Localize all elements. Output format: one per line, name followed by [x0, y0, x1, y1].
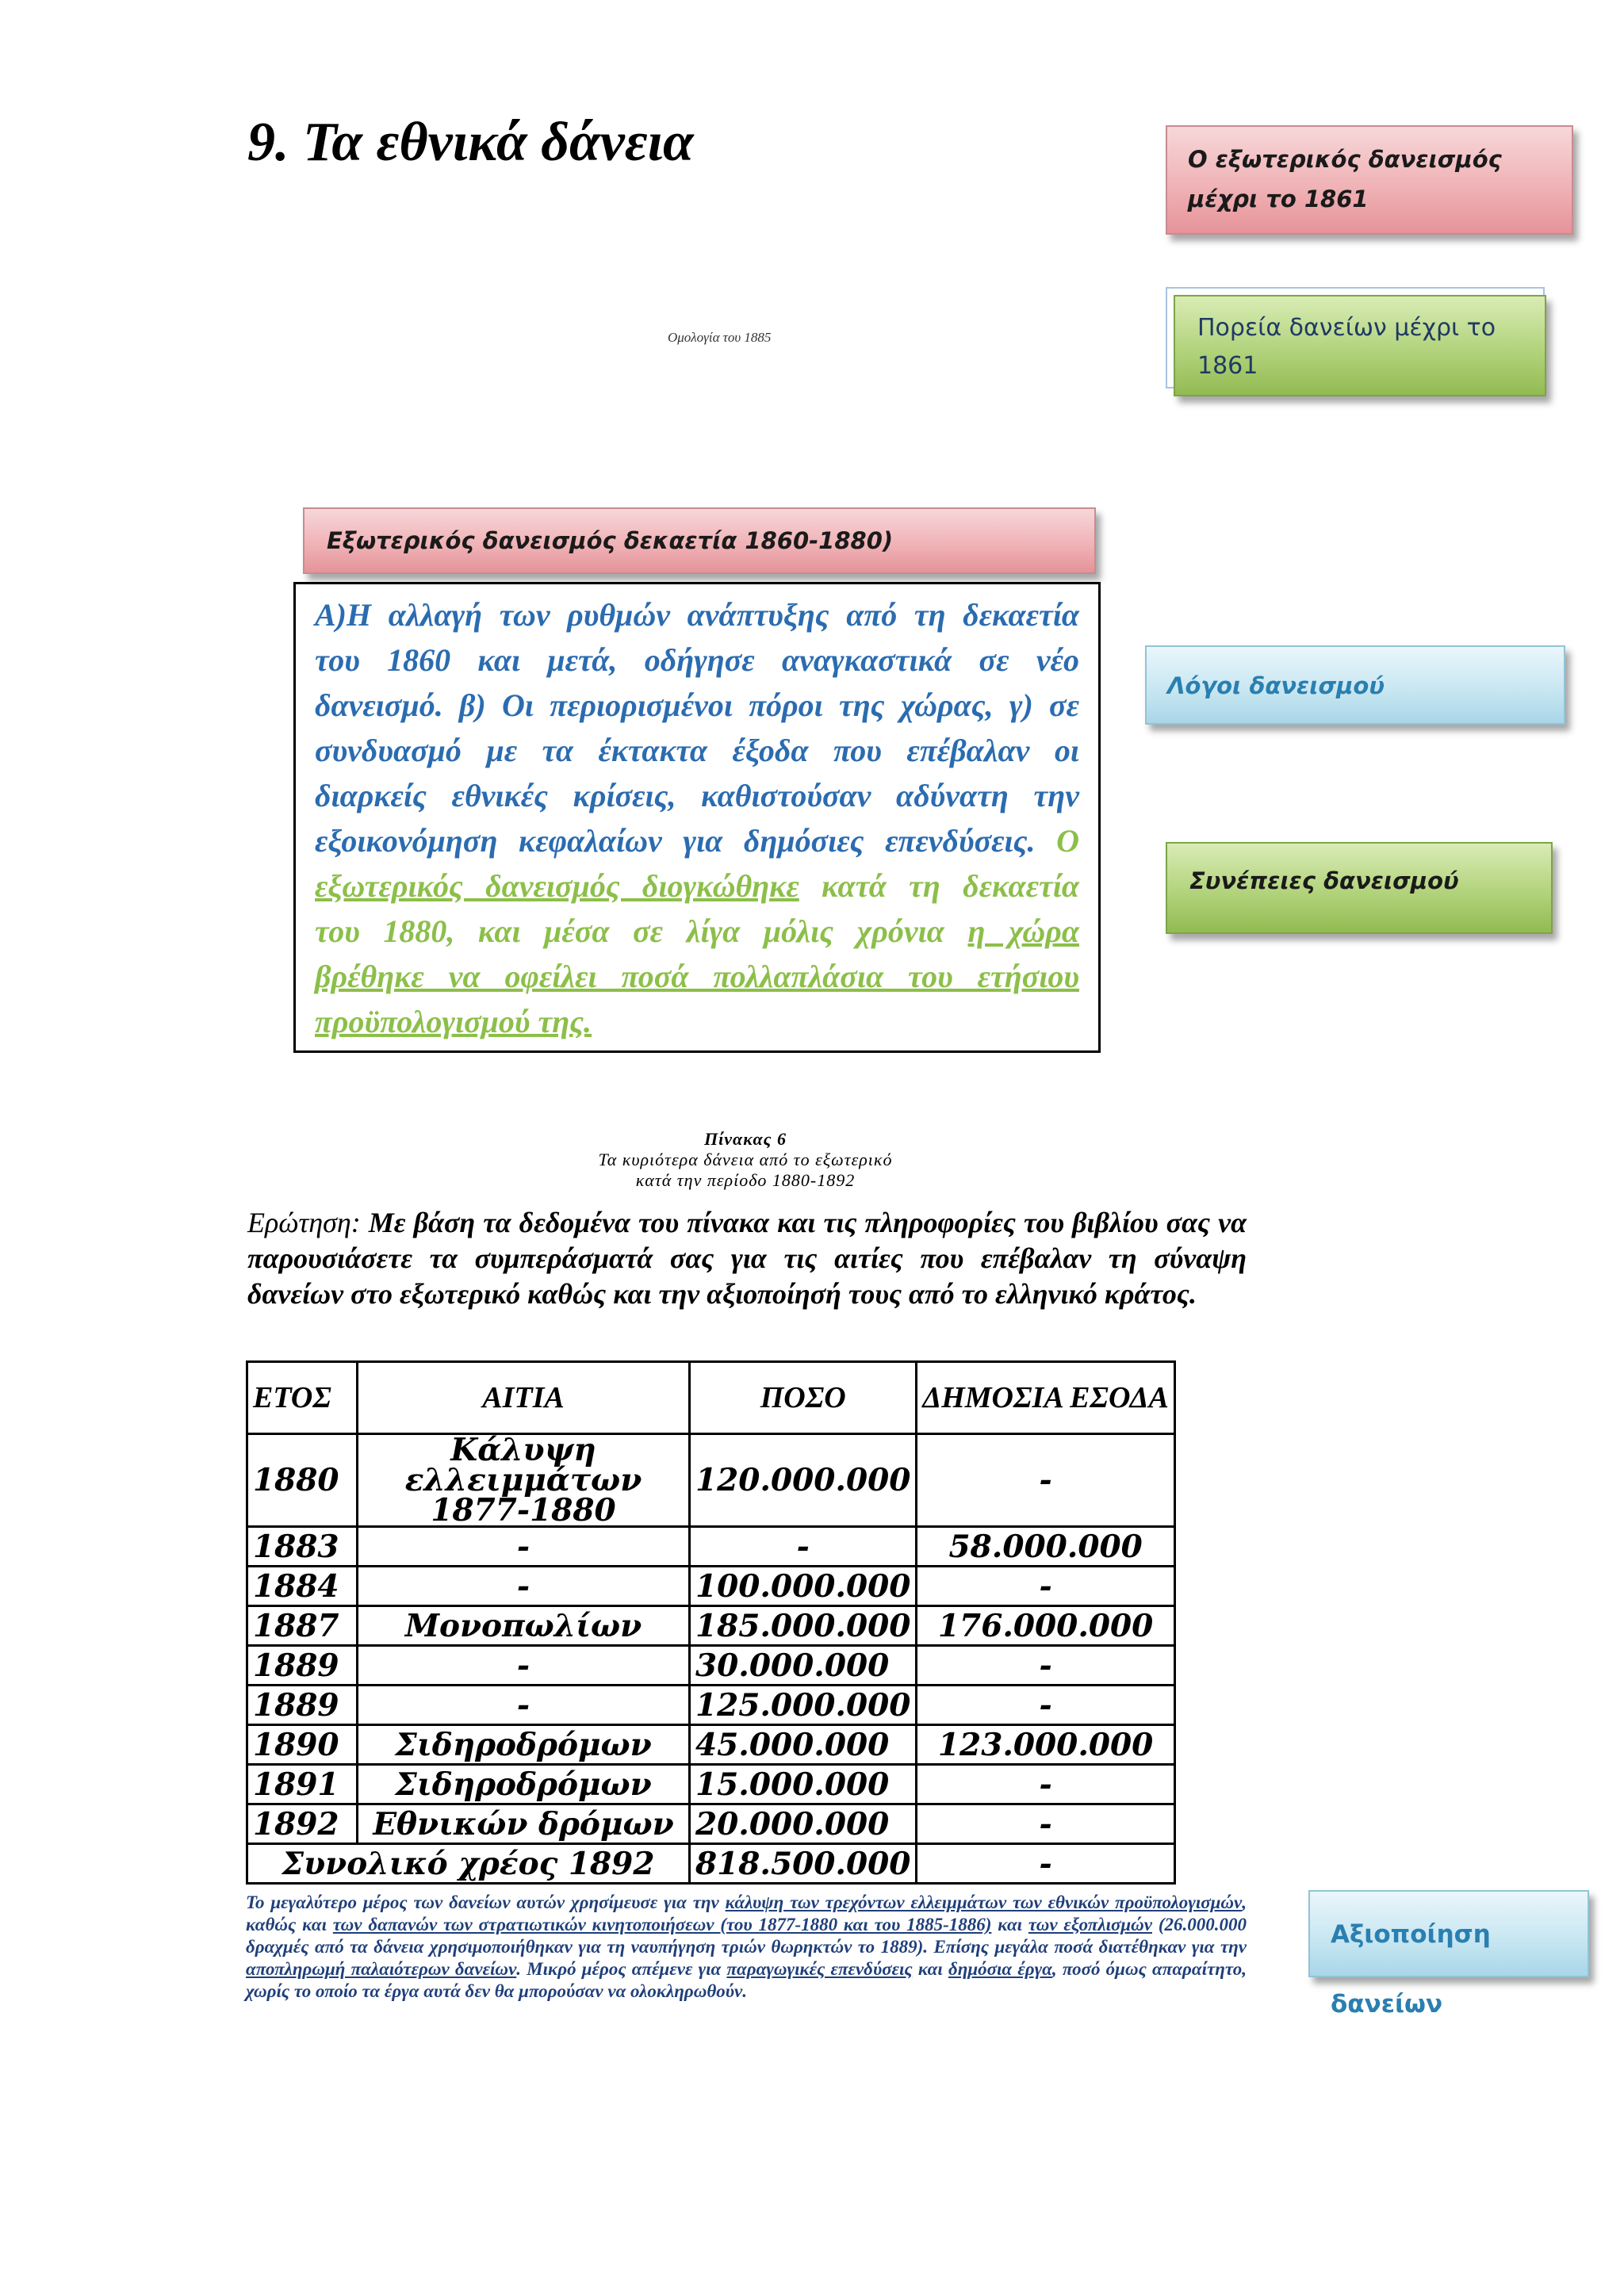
tag-consequences[interactable]: Συνέπειες δανεισμού [1166, 842, 1553, 934]
cell-revenue: - [917, 1765, 1174, 1804]
cell-cause: Μονοπωλίων [358, 1606, 690, 1646]
tag-external-decade[interactable]: Εξωτερικός δανεισμός δεκαετία 1860-1880) [303, 507, 1096, 574]
table-row [247, 1765, 1175, 1804]
main-line: δανεισμό. β) Οι περιορισμένοι πόροι της χώρας, γ) σε [315, 687, 1079, 723]
footer-link: παραγωγικές επενδύσεις [726, 1959, 913, 1979]
cell-revenue: 123.000.000 [917, 1725, 1174, 1765]
loans-table [246, 1360, 1176, 1885]
footer-link: κάλυψη των τρεχόντων ελλειμμάτων των εθνικών προϋπολογισμών [725, 1892, 1243, 1912]
question-text: Με βάση τα δεδομένα του πίνακα και τις πληροφορίες του βιβλίου σας να παρουσιάσετε τα συμπεράσματά σας για τις αιτίες που επέβαλαν τη σύναψη δανείων στο εξωτερικό καθώς και την αξιοποίησή τους από το ελληνικό κράτος. [247, 1207, 1247, 1310]
main-line: προϋπολογισμού της. [315, 1004, 592, 1039]
footer-paragraph [246, 1892, 1247, 2003]
header-revenue: ΔΗΜΟΣΙΑ ΕΣΟΔΑ [917, 1362, 1174, 1434]
footer-link: αποπληρωμή παλαιότερων δανείων [246, 1959, 517, 1979]
cell-revenue: 176.000.000 [917, 1606, 1174, 1646]
table-row [247, 1725, 1175, 1765]
table-caption-title: Πίνακας 6 [704, 1129, 787, 1149]
main-text: Ο [1035, 823, 1079, 859]
table-total-row [247, 1844, 1175, 1884]
main-line: βρέθηκε να οφείλει ποσά πολλαπλάσια του ετήσιου [315, 959, 1079, 994]
footer-link: των δαπανών των στρατιωτικών κινητοποιήσεων (του 1877-1880 και του 1885-1886) [332, 1915, 992, 1934]
cell-cause: - [358, 1567, 690, 1606]
tag-reasons[interactable]: Λόγοι δανεισμού [1145, 645, 1565, 725]
cell-total-label: Συνολικό χρέος 1892 [247, 1844, 690, 1884]
cell-cause: - [358, 1646, 690, 1686]
main-text-box [293, 582, 1101, 1053]
table-row [247, 1434, 1175, 1527]
main-line: Α)Η αλλαγή των ρυθμών ανάπτυξης από τη δεκαετία [315, 597, 1079, 633]
cell-amount: 125.000.000 [690, 1686, 917, 1725]
cell-amount: 100.000.000 [690, 1567, 917, 1606]
table-row [247, 1686, 1175, 1725]
cell-amount: 120.000.000 [690, 1434, 917, 1527]
table-row [247, 1567, 1175, 1606]
header-year: ΕΤΟΣ [247, 1362, 358, 1434]
header-amount: ΠΟΣΟ [690, 1362, 917, 1434]
table-caption [508, 1129, 983, 1191]
cell-total-amount: 818.500.000 [690, 1844, 917, 1884]
main-line: του 1860 και μετά, οδήγησε αναγκαστικά σε νέο [315, 642, 1079, 678]
footer-text: , καθώς και [246, 1892, 1247, 1934]
cell-amount: 20.000.000 [690, 1804, 917, 1844]
tag-external-until-1861[interactable]: Ο εξωτερικός δανεισμός μέχρι το 1861 [1166, 125, 1573, 235]
cell-total-revenue: - [917, 1844, 1174, 1884]
main-text: εξοικονόμηση κεφαλαίων για δημόσιες επενδύσεις. [315, 823, 1036, 859]
cell-amount: 15.000.000 [690, 1765, 917, 1804]
main-line [315, 818, 1079, 863]
main-line [315, 863, 1079, 909]
cell-cause: Σιδηροδρόμων [358, 1765, 690, 1804]
table-caption-line: Τα κυριότερα δάνεια από το εξωτερικό [598, 1150, 893, 1169]
main-text-underlined: εξωτερικός δανεισμός διογκώθηκε [315, 868, 799, 904]
question-label: Ερώτηση: [247, 1207, 369, 1238]
tag-utilization[interactable]: Αξιοποίηση δανείων [1308, 1890, 1589, 1977]
cell-year: 1887 [247, 1606, 358, 1646]
footer-text: και [991, 1915, 1028, 1934]
cell-year: 1884 [247, 1567, 358, 1606]
table-row [247, 1804, 1175, 1844]
cell-year: 1889 [247, 1686, 358, 1725]
footer-text: . Μικρό μέρος απέμενε για [516, 1959, 727, 1979]
footer-link: δημόσια έργα [948, 1959, 1052, 1979]
table-row [247, 1646, 1175, 1686]
cell-cause: - [358, 1686, 690, 1725]
cell-year: 1892 [247, 1804, 358, 1844]
cell-amount: 45.000.000 [690, 1725, 917, 1765]
cell-revenue: - [917, 1804, 1174, 1844]
cell-cause: - [358, 1527, 690, 1567]
cell-amount: 30.000.000 [690, 1646, 917, 1686]
main-line: συνδυασμό με τα έκτακτα έξοδα που επέβαλαν οι [315, 733, 1079, 768]
footer-text: και [912, 1959, 948, 1979]
main-text: κατά τη δεκαετία [799, 868, 1079, 904]
main-text: του 1880, και μέσα σε λίγα μόλις χρόνια [315, 913, 968, 949]
cell-revenue: 58.000.000 [917, 1527, 1174, 1567]
cell-year: 1883 [247, 1527, 358, 1567]
cell-amount: 185.000.000 [690, 1606, 917, 1646]
table-row [247, 1527, 1175, 1567]
cell-cause: Κάλυψη ελλειμμάτων 1877-1880 [358, 1434, 690, 1527]
cell-cause: Εθνικών δρόμων [358, 1804, 690, 1844]
cell-year: 1889 [247, 1646, 358, 1686]
cell-year: 1890 [247, 1725, 358, 1765]
cell-year: 1891 [247, 1765, 358, 1804]
footer-text: , ποσό όμως απαραίτητο, χωρίς το οποίο τα έργα αυτά δεν θα μπορούσαν να ολοκληρωθούν. [246, 1959, 1247, 2001]
tag-course-until-1861[interactable]: Πορεία δανείων μέχρι το 1861 [1174, 295, 1546, 396]
cell-cause: Σιδηροδρόμων [358, 1725, 690, 1765]
table-row [247, 1606, 1175, 1646]
footer-text: (26.000.000 δραχμές από τα δάνεια χρησιμοποιήθηκαν για τη ναυπήγηση τριών θωρηκτών το 1889). Επίσης μεγάλα ποσά διατέθηκαν για την [246, 1915, 1247, 1957]
main-line: διαρκείς εθνικές κρίσεις, καθιστούσαν αδύνατη την [315, 778, 1079, 813]
footer-text: Το μεγαλύτερο μέρος των δανείων αυτών χρησίμευσε για την [246, 1892, 726, 1912]
table-caption-line: κατά την περίοδο 1880-1892 [635, 1170, 856, 1190]
cell-revenue: - [917, 1646, 1174, 1686]
question [247, 1205, 1247, 1312]
main-text-underlined: η χώρα [967, 913, 1079, 949]
cell-revenue: - [917, 1434, 1174, 1527]
cell-year: 1880 [247, 1434, 358, 1527]
cell-revenue: - [917, 1686, 1174, 1725]
page-title: 9. Τα εθνικά δάνεια [247, 112, 694, 173]
main-line [315, 909, 1079, 954]
image-caption: Ομολογία του 1885 [668, 330, 772, 345]
cell-revenue: - [917, 1567, 1174, 1606]
cell-amount: - [690, 1527, 917, 1567]
table-header-row [247, 1362, 1175, 1434]
header-cause: ΑΙΤΙΑ [358, 1362, 690, 1434]
footer-link: των εξοπλισμών [1028, 1915, 1152, 1934]
